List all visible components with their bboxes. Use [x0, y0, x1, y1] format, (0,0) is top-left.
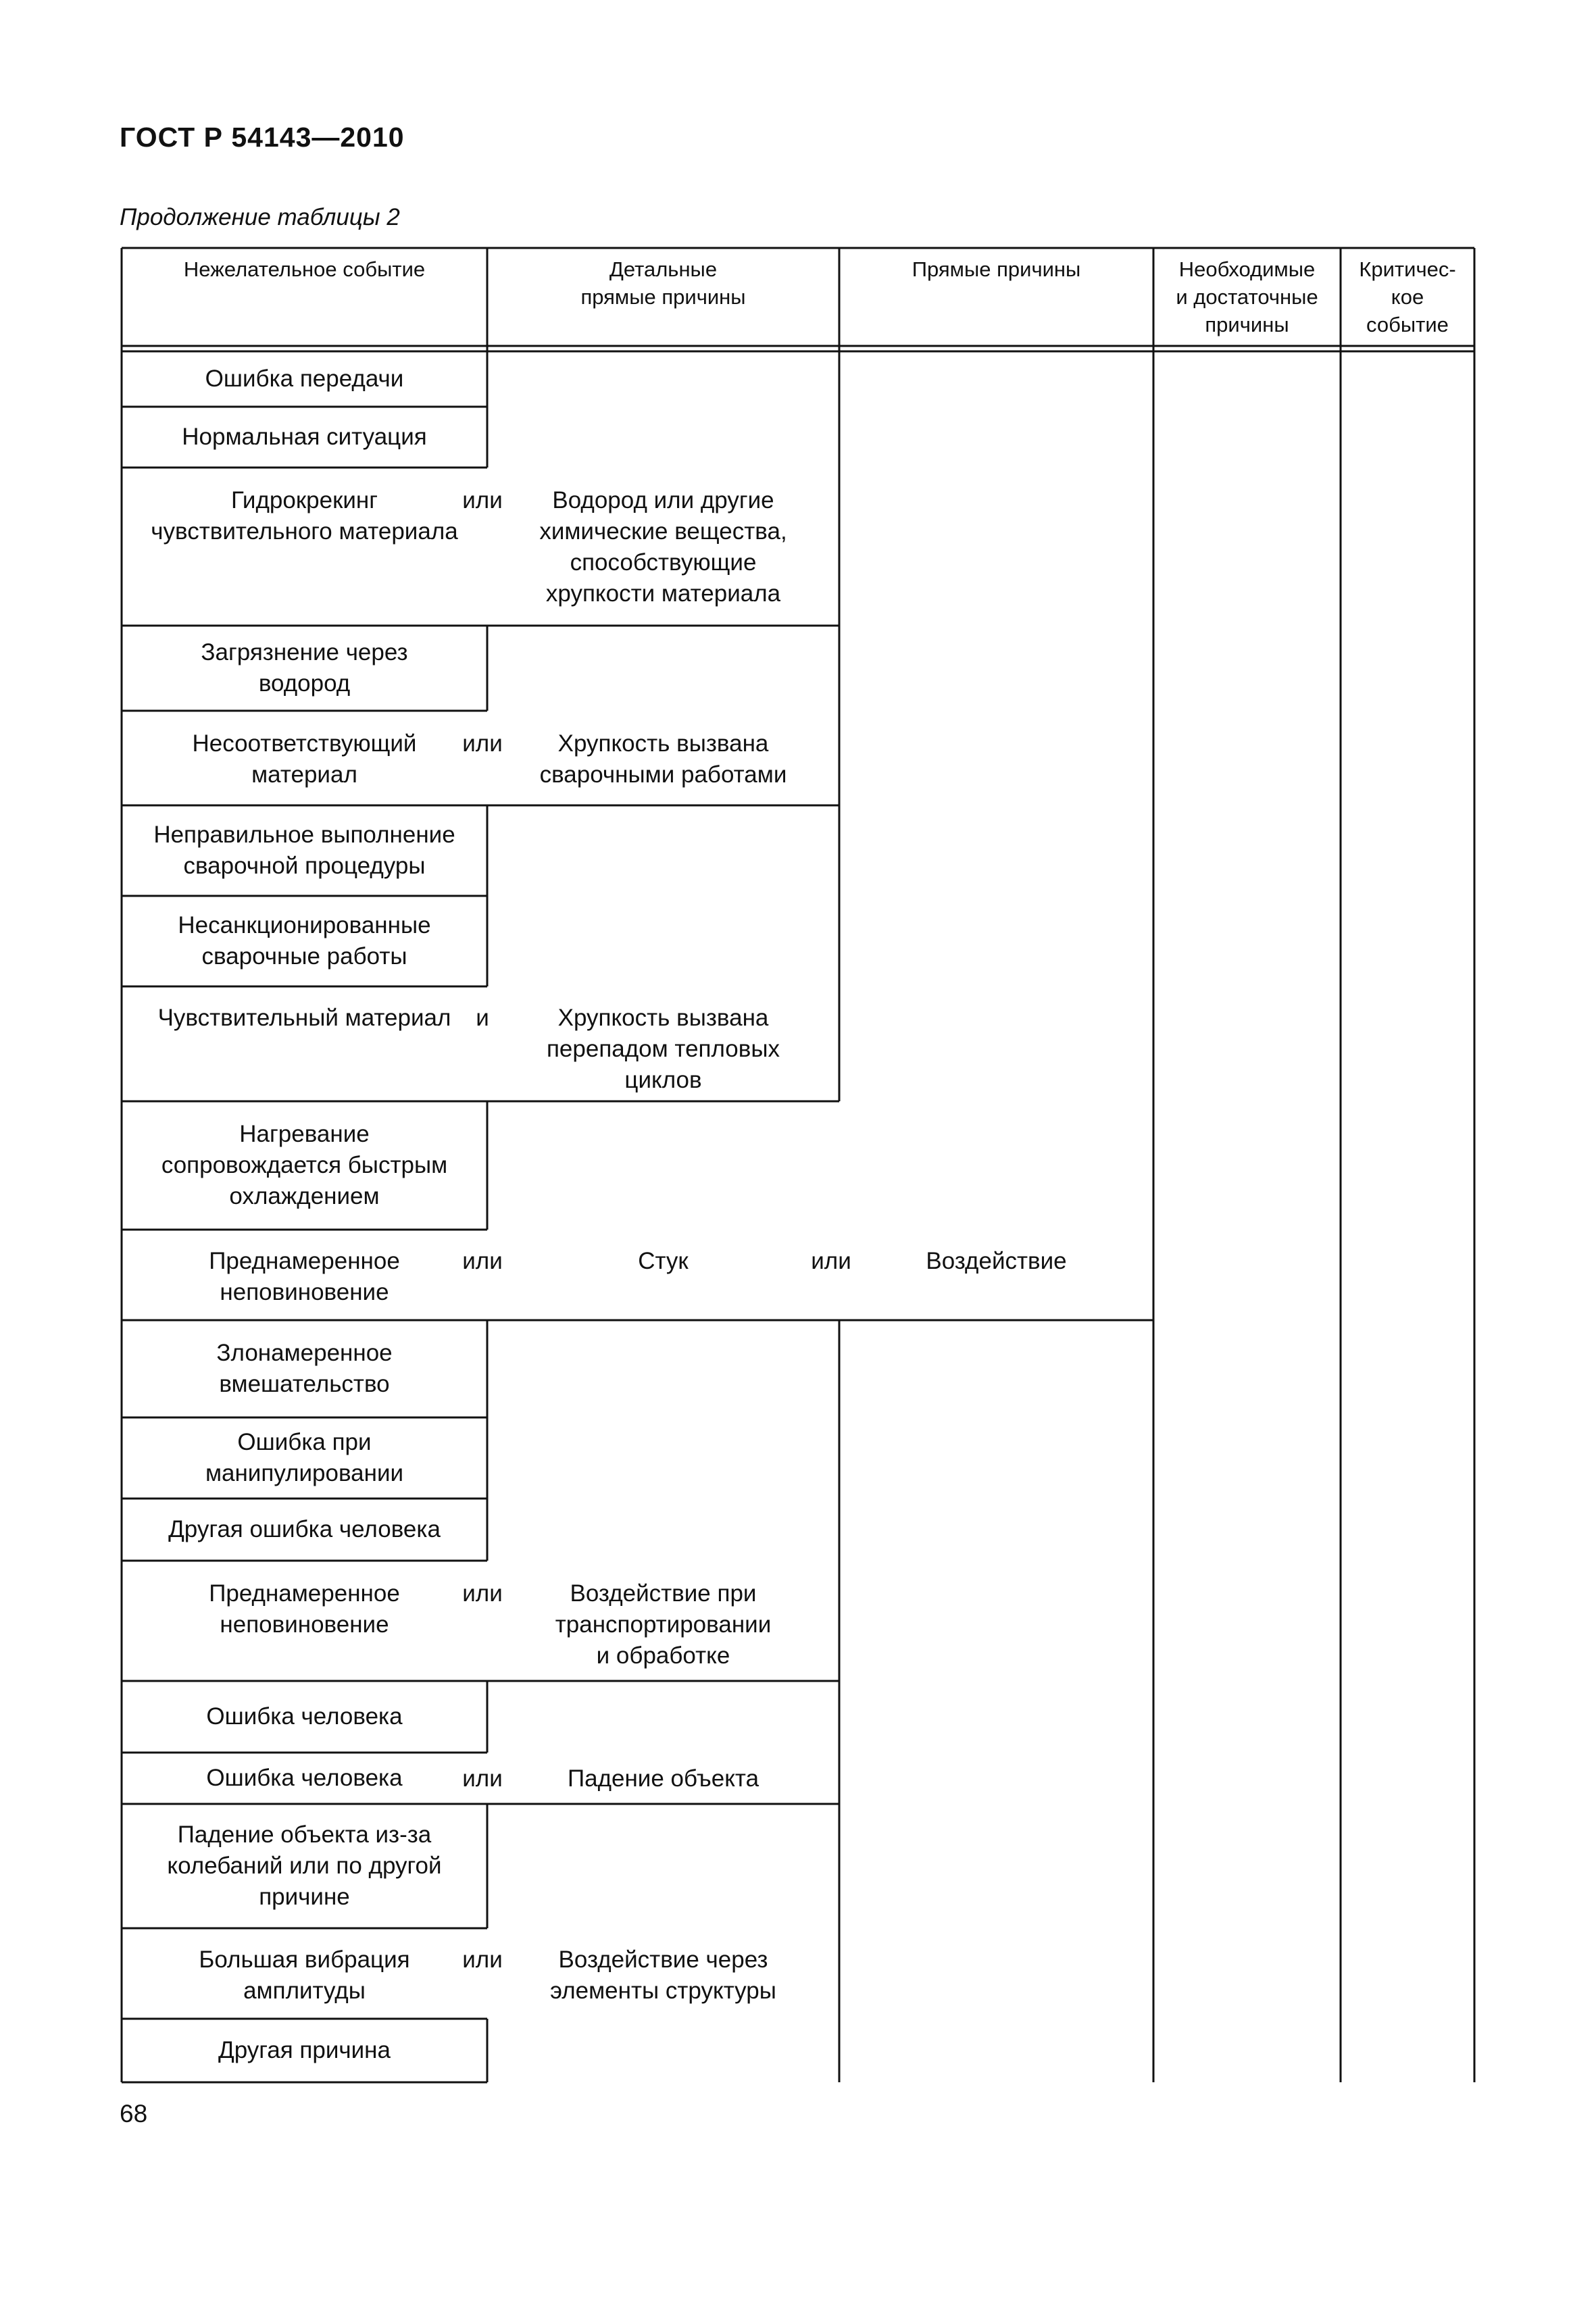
table-caption: Продолжение таблицы 2 — [120, 204, 400, 230]
detailed-cause-cell: Хрупкость вызвана перепадом тепловых циклов — [546, 1005, 780, 1093]
undesired-event-cell: Ошибка человека — [206, 1765, 403, 1791]
or-gate-label: или — [462, 1248, 503, 1274]
undesired-event-cell: Несанкционированные сварочные работы — [178, 912, 431, 970]
undesired-event-cell: Чувствительный материал — [157, 1005, 451, 1031]
or-gate-label: или — [811, 1248, 851, 1274]
detailed-cause-cell: Падение объекта — [567, 1765, 759, 1792]
column-header-critical-event: Критичес- кое событие — [1359, 257, 1456, 336]
undesired-event-cell: Ошибка передачи — [205, 366, 404, 392]
undesired-event-cell: Неправильное выполнение сварочной процедуры — [153, 822, 455, 879]
or-gate-label: или — [462, 1765, 503, 1792]
undesired-event-cell: Преднамеренное неповиновение — [209, 1580, 400, 1638]
or-gate-label: или — [462, 730, 503, 757]
detailed-cause-cell: Стук — [638, 1248, 689, 1274]
column-header-undesired-event: Нежелательное событие — [183, 257, 426, 281]
undesired-event-cell: Загрязнение через водород — [201, 639, 408, 697]
detailed-cause-cell: Воздействие при транспортировании и обработке — [555, 1580, 772, 1669]
page-number: 68 — [120, 2100, 148, 2128]
undesired-event-cell: Преднамеренное неповиновение — [209, 1248, 400, 1305]
detailed-cause-cell: Водород или другие химические вещества, способствующие хрупкости материала — [539, 487, 787, 607]
undesired-event-cell: Несоответствующий материал — [192, 730, 417, 788]
column-header-detailed-direct-causes: Детальные прямые причины — [580, 257, 746, 309]
column-header-direct-causes: Прямые причины — [912, 257, 1081, 281]
undesired-event-cell: Нагревание сопровождается быстрым охлаждением — [161, 1121, 448, 1209]
undesired-event-cell: Большая вибрация амплитуды — [199, 1946, 410, 2004]
direct-cause-cell: Воздействие — [926, 1248, 1067, 1274]
undesired-event-cell: Ошибка человека — [206, 1703, 403, 1730]
undesired-event-cell: Гидрокрекинг чувствительного материала — [151, 487, 458, 545]
undesired-event-cell: Другая ошибка человека — [168, 1516, 441, 1542]
or-gate-label: или — [462, 1580, 503, 1607]
document-header: ГОСТ Р 54143—2010 — [120, 122, 405, 153]
undesired-event-cell: Злонамеренное вмешательство — [216, 1340, 393, 1397]
undesired-event-cell: Другая причина — [218, 2037, 391, 2063]
or-gate-label: или — [462, 487, 503, 513]
detailed-cause-cell: Воздействие через элементы структуры — [550, 1946, 776, 2004]
undesired-event-cell: Падение объекта из-за колебаний или по другой причине — [167, 1821, 442, 1910]
and-gate-label: и — [476, 1005, 489, 1031]
or-gate-label: или — [462, 1946, 503, 1973]
undesired-event-cell: Нормальная ситуация — [182, 424, 427, 450]
undesired-event-cell: Ошибка при манипулировании — [205, 1429, 404, 1486]
detailed-cause-cell: Хрупкость вызвана сварочными работами — [539, 730, 787, 788]
column-header-necessary-sufficient-causes: Необходимые и достаточные причины — [1176, 257, 1318, 336]
